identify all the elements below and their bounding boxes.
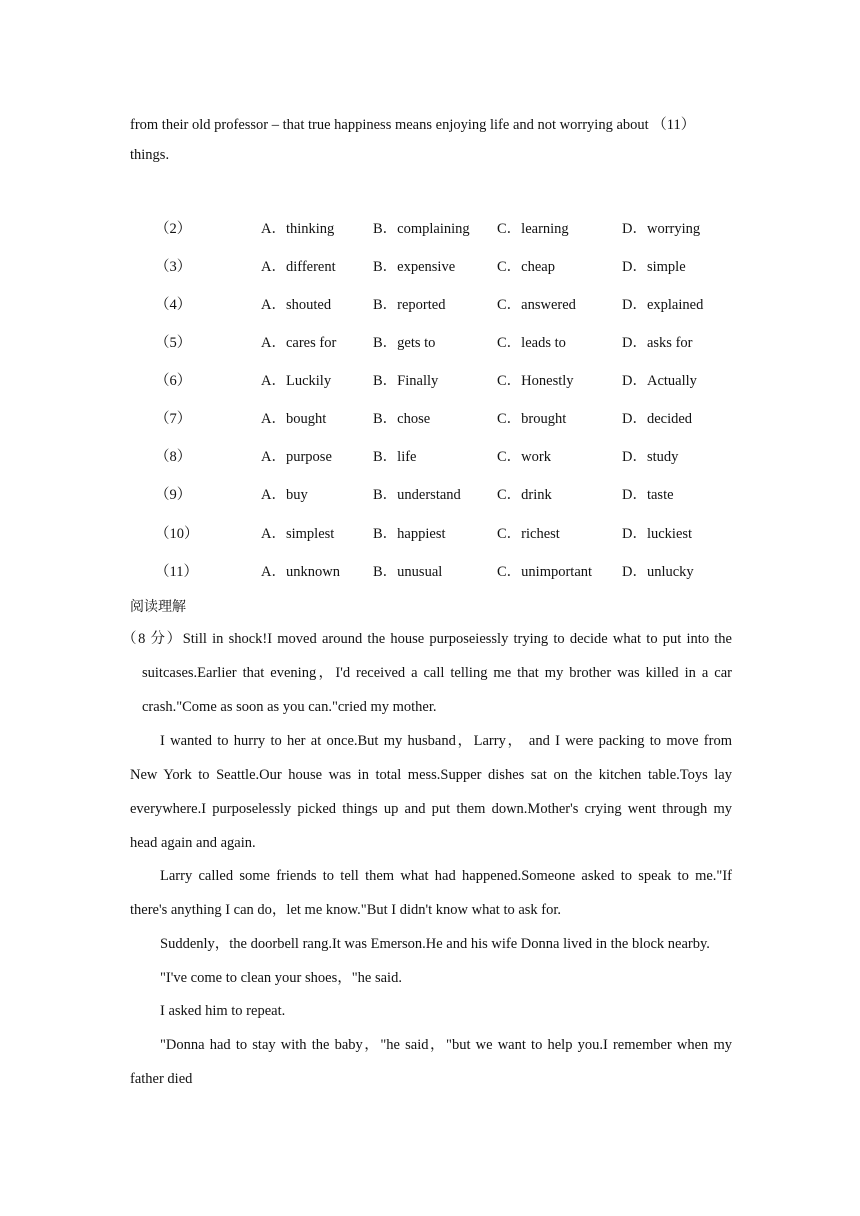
option-d: D．explained <box>622 297 704 313</box>
option-c: C．richest <box>497 526 560 542</box>
question-number: （4） <box>155 297 192 313</box>
option-a: A．purpose <box>261 449 332 465</box>
option-b: B．Finally <box>373 373 439 389</box>
option-d: D．unlucky <box>622 564 694 580</box>
passage-paragraph-7 <box>130 1028 732 1096</box>
option-c: C．drink <box>497 487 552 503</box>
option-b: B．unusual <box>373 564 443 580</box>
option-c: C．unimportant <box>497 564 593 580</box>
option-row <box>0 483 860 503</box>
option-c: C．cheap <box>497 259 555 275</box>
option-b: B．life <box>373 449 417 465</box>
question-number: （6） <box>155 373 192 389</box>
question-number: （5） <box>155 335 192 351</box>
passage-line: I asked him to repeat. <box>160 1003 286 1019</box>
option-a: A．thinking <box>261 221 335 237</box>
question-number: （7） <box>155 411 192 427</box>
option-b: B．chose <box>373 411 431 427</box>
option-c: C．work <box>497 449 551 465</box>
option-d: D．asks for <box>622 335 693 351</box>
question-number: （11） <box>155 564 198 580</box>
option-b: B．happiest <box>373 526 446 542</box>
option-b: B．complaining <box>373 221 470 237</box>
option-a: A．shouted <box>261 297 332 313</box>
question-number: （2） <box>155 221 192 237</box>
option-c: C．Honestly <box>497 373 574 389</box>
passage-line: I wanted to hurry to her at once.But my husband，Larry， and I were packing to move from <box>160 733 732 749</box>
question-number: （8） <box>155 449 192 465</box>
passage-line: "Donna had to stay with the baby，"he said，"but we want to help you.I remember when my <box>160 1037 732 1053</box>
option-d: D．decided <box>622 411 693 427</box>
option-a: A．unknown <box>261 564 340 580</box>
passage-paragraph-5 <box>130 961 732 995</box>
passage-line: New York to Seattle.Our house was in total mess.Supper dishes sat on the kitchen table.Toys lay <box>130 767 732 783</box>
option-c: C．brought <box>497 411 567 427</box>
option-c: C．learning <box>497 221 569 237</box>
option-b: B．reported <box>373 297 446 313</box>
passage-line: father died <box>130 1071 193 1087</box>
option-d: D．worrying <box>622 221 701 237</box>
option-b: B．gets to <box>373 335 436 351</box>
option-c: C．answered <box>497 297 576 313</box>
option-d: D．luckiest <box>622 526 693 542</box>
question-number: （10） <box>155 526 199 542</box>
option-row <box>0 407 860 427</box>
passage-paragraph-6 <box>130 994 732 1028</box>
option-a: A．cares for <box>261 335 337 351</box>
option-row <box>0 369 860 389</box>
passage-line: everywhere.I purposelessly picked things up and put them down.Mother's crying went through my <box>130 801 732 817</box>
passage-line: suitcases.Earlier that evening，I'd received a call telling me that my brother was killed in a car <box>142 665 732 681</box>
option-d: D．study <box>622 449 679 465</box>
question-number: （9） <box>155 487 192 503</box>
passage-paragraph-3 <box>130 859 732 927</box>
option-row <box>0 255 860 275</box>
option-a: A．bought <box>261 411 327 427</box>
passage-paragraph-1 <box>122 622 732 724</box>
option-a: A．simplest <box>261 526 335 542</box>
option-b: B．expensive <box>373 259 456 275</box>
option-row <box>0 217 860 237</box>
option-a: A．Luckily <box>261 373 332 389</box>
passage-line: （8 分）Still in shock!I moved around the house purposeiessly trying to decide what to put into the <box>122 631 732 647</box>
option-row <box>0 522 860 542</box>
section-heading: 阅读理解 <box>130 599 186 615</box>
option-d: D．simple <box>622 259 686 275</box>
option-row <box>0 331 860 351</box>
option-b: B．understand <box>373 487 461 503</box>
option-c: C．leads to <box>497 335 566 351</box>
option-a: A．different <box>261 259 336 275</box>
question-number: （3） <box>155 259 192 275</box>
option-a: A．buy <box>261 487 308 503</box>
passage-line: Suddenly，the doorbell rang.It was Emerson.He and his wife Donna lived in the block nearby. <box>160 936 710 952</box>
option-d: D．Actually <box>622 373 697 389</box>
intro-line-2: things. <box>130 147 170 163</box>
option-row <box>0 293 860 313</box>
option-d: D．taste <box>622 487 674 503</box>
passage-line: there's anything I can do，let me know."But I didn't know what to ask for. <box>130 902 562 918</box>
passage-line: crash."Come as soon as you can."cried my mother. <box>142 699 437 715</box>
option-row <box>0 560 860 580</box>
passage-paragraph-4 <box>130 927 732 961</box>
passage-line: Larry called some friends to tell them what had happened.Someone asked to speak to me."If <box>160 868 732 884</box>
passage-paragraph-2 <box>130 724 732 860</box>
passage-line: "I've come to clean your shoes，"he said. <box>160 970 402 986</box>
option-row <box>0 445 860 465</box>
passage-line: head again and again. <box>130 835 256 851</box>
intro-line-1: from their old professor – that true happiness means enjoying life and not worrying about （11） <box>130 117 696 133</box>
